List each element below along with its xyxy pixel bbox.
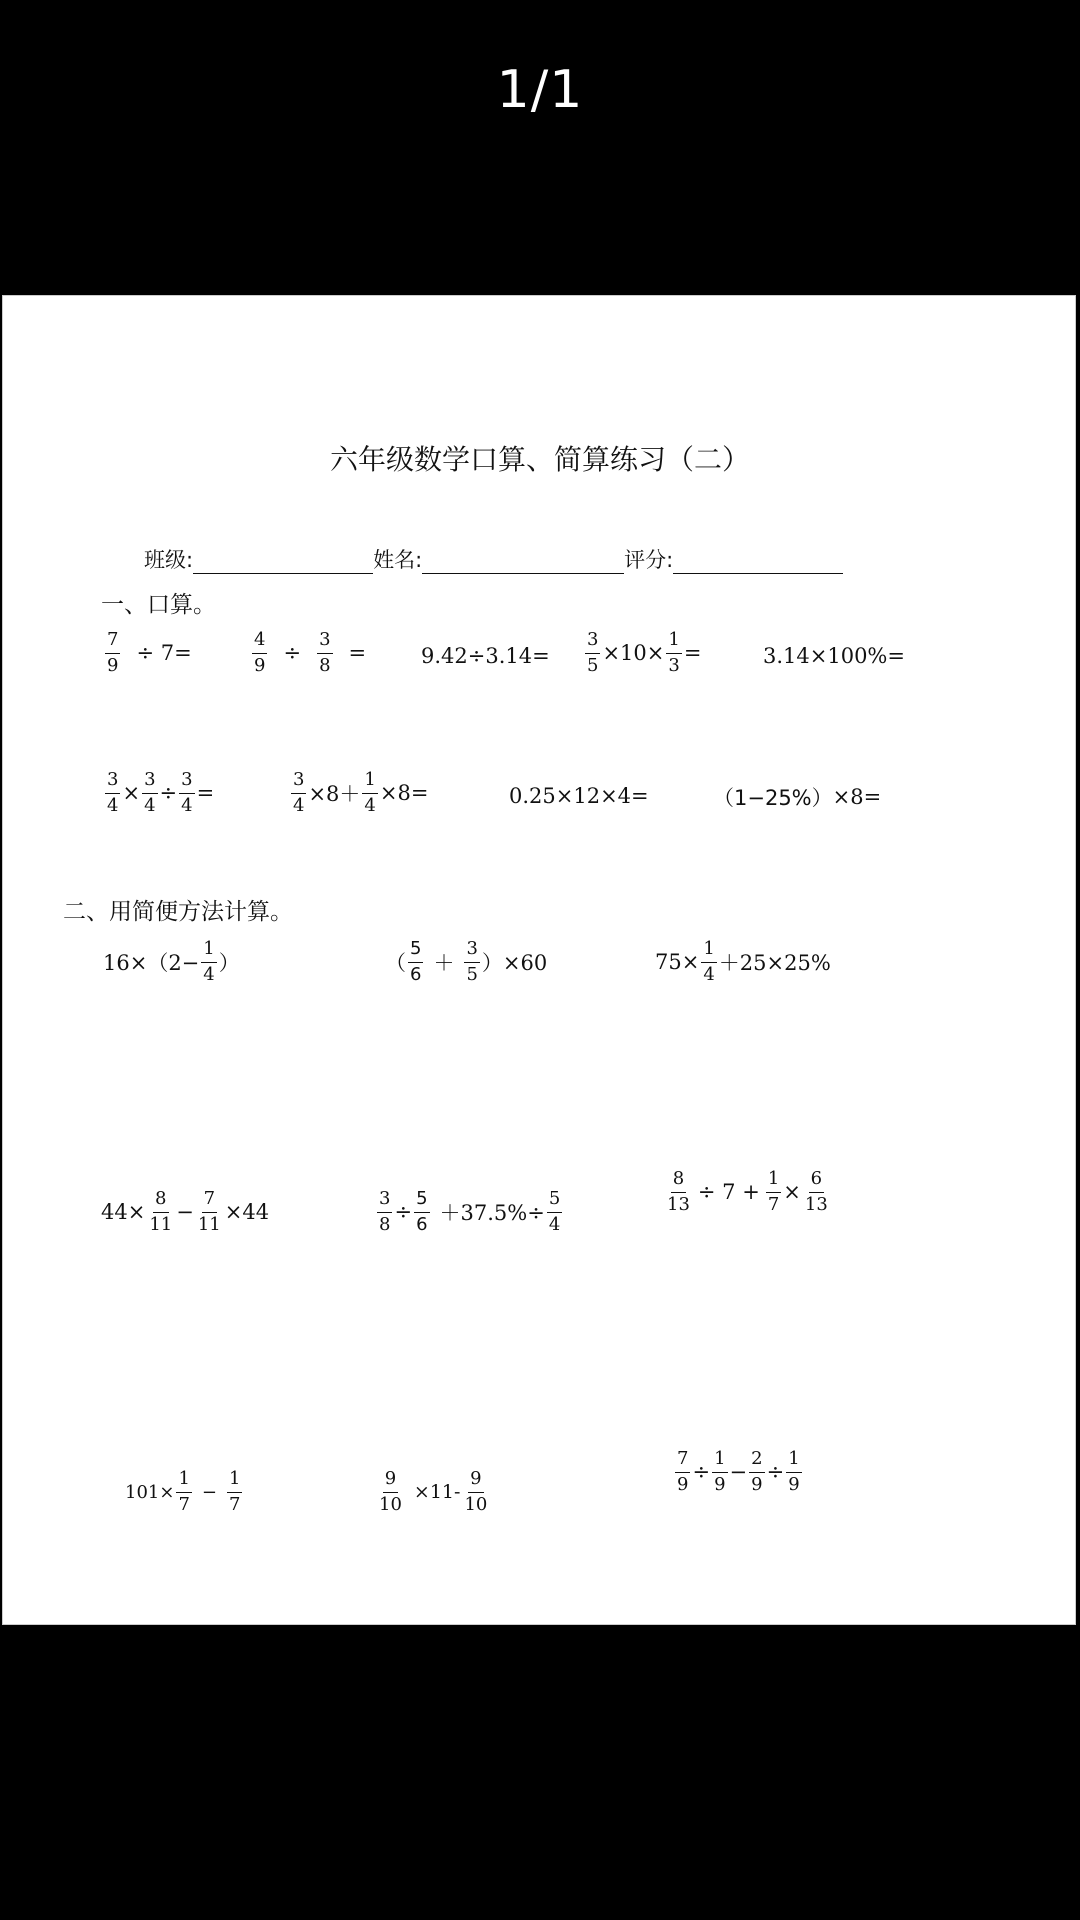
fraction	[176, 1469, 191, 1515]
fraction	[227, 1469, 242, 1515]
expression-text: （1−25%）	[713, 786, 833, 810]
expression-text: 0.25×12×4=	[509, 784, 649, 808]
problem-2-1	[103, 939, 240, 985]
worksheet-page[interactable]	[2, 295, 1076, 1625]
numerator: 3	[317, 630, 332, 654]
expression-text: ×	[783, 1180, 801, 1205]
numerator: 3	[585, 630, 600, 654]
expression-text: ×10×	[602, 641, 665, 666]
denominator: 9	[677, 1473, 689, 1495]
numerator: 7	[202, 1189, 217, 1213]
expression-text: ×44	[224, 1200, 270, 1225]
denominator: 4	[203, 963, 215, 985]
problem-1-7	[289, 770, 428, 816]
numerator: 1	[712, 1449, 727, 1473]
expression-text: −	[729, 1460, 748, 1485]
numerator: 3	[464, 939, 479, 963]
fraction	[179, 770, 194, 816]
student-info-row	[144, 544, 843, 574]
denominator: 7	[178, 1493, 190, 1515]
denominator: 11	[197, 1213, 221, 1235]
fraction	[665, 1169, 692, 1215]
denominator: 4	[364, 794, 376, 816]
fraction	[585, 630, 600, 676]
denominator: 8	[379, 1213, 391, 1235]
numerator: 3	[377, 1189, 392, 1213]
expression-text: ÷ 7=	[136, 641, 192, 666]
expression-text: ÷	[394, 1200, 413, 1225]
problem-2-8	[375, 1469, 491, 1515]
denominator: 4	[181, 794, 193, 816]
fraction	[201, 939, 216, 985]
name-blank	[422, 551, 624, 574]
numerator: 4	[252, 630, 267, 654]
fraction	[317, 630, 332, 676]
problem-2-6	[663, 1169, 832, 1215]
expression-text: ＋25×25%	[718, 951, 831, 976]
numerator: 3	[105, 770, 120, 794]
expression-text: ＋37.5%÷	[439, 1201, 545, 1226]
fraction	[142, 770, 157, 816]
numerator: 8	[153, 1189, 168, 1213]
problem-1-6	[103, 770, 214, 816]
fraction	[377, 1189, 392, 1235]
numerator: 9	[468, 1469, 483, 1493]
fraction	[196, 1189, 223, 1235]
name-label: 姓名:	[373, 548, 423, 572]
problem-2-2	[385, 939, 547, 985]
fraction	[766, 1169, 781, 1215]
problem-1-2	[250, 630, 370, 676]
denominator: 9	[714, 1473, 726, 1495]
section-2-heading: 二、用简便方法计算。	[63, 899, 293, 925]
numerator: 3	[142, 770, 157, 794]
class-blank	[193, 551, 373, 574]
denominator: 5	[466, 963, 478, 985]
denominator: 7	[767, 1193, 780, 1215]
fraction	[701, 939, 716, 985]
problem-2-9	[673, 1449, 804, 1495]
expression-text: −	[176, 1200, 194, 1225]
expression-text: （	[385, 951, 406, 976]
problem-2-7	[125, 1469, 244, 1515]
denominator: 4	[293, 794, 305, 816]
numerator: 1	[176, 1469, 191, 1493]
denominator: 3	[668, 654, 680, 676]
denominator: 9	[107, 654, 119, 676]
fraction	[464, 939, 479, 985]
numerator: 8	[671, 1169, 686, 1193]
denominator: 4	[548, 1213, 561, 1235]
numerator: 3	[179, 770, 194, 794]
fraction	[675, 1449, 690, 1495]
expression-text: ）	[218, 951, 240, 976]
denominator: 9	[788, 1473, 800, 1495]
page-counter: 1/1	[496, 60, 584, 120]
fraction	[786, 1449, 801, 1495]
expression-text: ÷	[159, 781, 178, 806]
problem-1-4	[583, 630, 701, 676]
expression-text: 3.14×100%=	[763, 644, 905, 668]
expression-text: ÷	[766, 1460, 785, 1485]
class-label: 班级:	[144, 548, 194, 572]
problem-1-8	[509, 784, 649, 808]
numerator: 1	[786, 1449, 801, 1473]
denominator: 9	[254, 654, 266, 676]
fraction	[414, 1189, 429, 1235]
fraction	[377, 1469, 404, 1515]
problem-1-3	[421, 644, 550, 668]
denominator: 13	[804, 1193, 828, 1215]
expression-text: ＋	[433, 951, 455, 976]
numerator: 5	[547, 1189, 562, 1213]
denominator: 4	[144, 794, 156, 816]
numerator: 7	[675, 1449, 690, 1473]
problem-1-5	[763, 644, 905, 668]
denominator: 10	[464, 1493, 488, 1515]
denominator: 6	[416, 1213, 428, 1235]
expression-text: 9.42÷3.14=	[421, 644, 550, 668]
problem-2-3	[655, 939, 831, 985]
expression-text: ）×60	[481, 951, 548, 976]
denominator: 13	[667, 1193, 690, 1215]
denominator: 7	[229, 1493, 241, 1515]
expression-text: 75×	[655, 950, 700, 975]
numerator: 3	[291, 770, 306, 794]
numerator: 6	[809, 1169, 824, 1193]
numerator: 1	[666, 630, 681, 654]
fraction	[252, 630, 267, 676]
denominator: 9	[751, 1473, 763, 1495]
expression-text: ÷	[283, 641, 302, 666]
denominator: 10	[379, 1493, 402, 1515]
denominator: 4	[107, 794, 119, 816]
denominator: 5	[587, 654, 599, 676]
expression-text: ×	[122, 781, 141, 806]
expression-text: =	[196, 781, 215, 806]
expression-text: ×11-	[413, 1481, 461, 1504]
denominator: 6	[410, 963, 422, 985]
score-label: 评分:	[624, 548, 674, 572]
numerator: 1	[227, 1469, 242, 1493]
numerator: 7	[105, 630, 120, 654]
problem-2-5	[375, 1189, 564, 1235]
denominator: 11	[149, 1213, 173, 1235]
expression-text: −	[201, 1481, 217, 1503]
fraction	[147, 1189, 174, 1235]
fraction	[362, 770, 377, 816]
fraction	[666, 630, 681, 676]
score-blank	[673, 551, 843, 574]
problem-1-1	[103, 630, 196, 676]
fraction	[749, 1449, 764, 1495]
expression-text: 16×（2−	[103, 951, 200, 976]
fraction	[803, 1169, 830, 1215]
numerator: 1	[201, 939, 216, 963]
expression-text: =	[683, 641, 702, 666]
numerator: 1	[701, 939, 716, 963]
expression-text: =	[348, 641, 367, 666]
expression-text: ÷ 7 +	[697, 1180, 760, 1205]
fraction	[105, 630, 120, 676]
expression-text: ÷	[692, 1460, 711, 1485]
fraction	[547, 1189, 562, 1235]
numerator: 2	[749, 1449, 764, 1473]
problem-1-9	[713, 782, 881, 812]
fraction	[408, 939, 423, 985]
expression-text: 101×	[125, 1481, 175, 1503]
numerator: 1	[766, 1169, 781, 1193]
expression-text: ×8=	[379, 781, 429, 806]
expression-text: ×8=	[832, 785, 882, 809]
denominator: 8	[319, 654, 331, 676]
fraction	[712, 1449, 727, 1495]
problem-2-4	[101, 1189, 269, 1235]
numerator: 5	[414, 1189, 429, 1213]
section-1-heading: 一、口算。	[101, 592, 216, 618]
expression-text: ×8＋	[308, 782, 361, 807]
page-title: 六年级数学口算、简算练习（二）	[329, 443, 750, 476]
numerator: 5	[408, 939, 423, 963]
numerator: 1	[362, 770, 377, 794]
denominator: 4	[703, 963, 715, 985]
fraction	[291, 770, 306, 816]
fraction	[105, 770, 120, 816]
fraction	[462, 1469, 489, 1515]
numerator: 9	[383, 1469, 398, 1493]
expression-text: 44×	[101, 1200, 146, 1225]
